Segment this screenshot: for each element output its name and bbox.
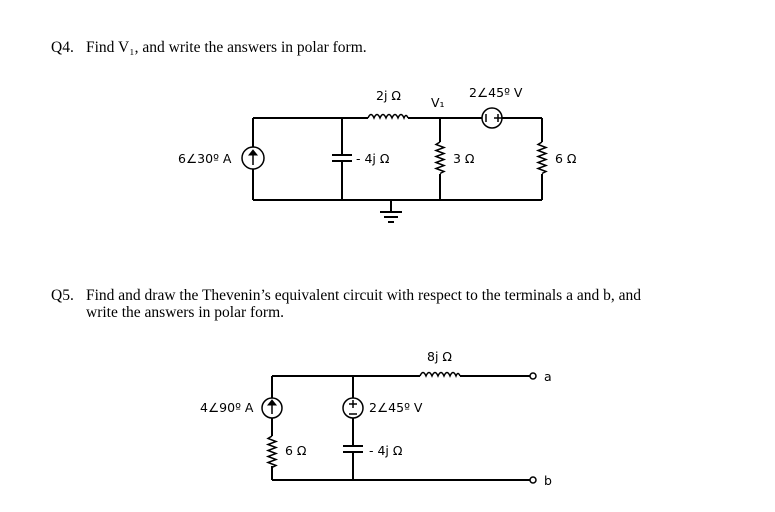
q4-resistor-right — [538, 142, 546, 174]
q4-capacitor — [332, 155, 352, 161]
q5-current-source-label: 4∠90º A — [200, 400, 254, 415]
q5-question-line1: Find and draw the Thevenin’s equivalent circuit with respect to the terminals a and b, and — [86, 287, 641, 304]
q4-resistor-right-label: 6 Ω — [555, 151, 577, 166]
q4-current-source-label: 6∠30º A — [178, 151, 232, 166]
q5-current-source — [262, 398, 282, 418]
q5-voltage-source — [343, 398, 363, 418]
q4-capacitor-label: - 4j Ω — [356, 151, 390, 166]
q5-terminal-b — [530, 477, 536, 483]
q5-voltage-source-label: 2∠45º V — [369, 400, 423, 415]
q5-terminal-a-label: a — [544, 369, 552, 384]
q4-voltage-source-label: 2∠45º V — [469, 85, 523, 100]
q5-resistor — [268, 436, 276, 468]
q5-terminal-a — [530, 373, 536, 379]
q5-circuit — [200, 349, 552, 488]
q4-resistor-middle — [436, 142, 444, 174]
q5-resistor-label: 6 Ω — [285, 443, 307, 458]
q5-capacitor-label: - 4j Ω — [369, 443, 403, 458]
q4-question-text: Find V₁, and write the answers in polar form. — [86, 39, 367, 56]
q5-inductor — [420, 373, 460, 377]
q5-terminal-b-label: b — [544, 473, 552, 488]
q5-question-line2: write the answers in polar form. — [86, 304, 284, 321]
q5-number: Q5. — [51, 287, 74, 304]
q4-current-source — [242, 147, 264, 169]
q5-inductor-label: 8j Ω — [427, 349, 452, 364]
q4-ground-icon — [380, 200, 402, 222]
q5-capacitor — [343, 446, 363, 452]
q4-voltage-source — [482, 108, 502, 128]
q4-number: Q4. — [51, 39, 74, 56]
q4-resistor-middle-label: 3 Ω — [453, 151, 475, 166]
q4-inductor-label: 2j Ω — [376, 88, 401, 103]
q4-circuit — [178, 85, 577, 222]
q4-inductor — [368, 115, 408, 119]
q4-node-v1-label: V₁ — [431, 95, 445, 110]
